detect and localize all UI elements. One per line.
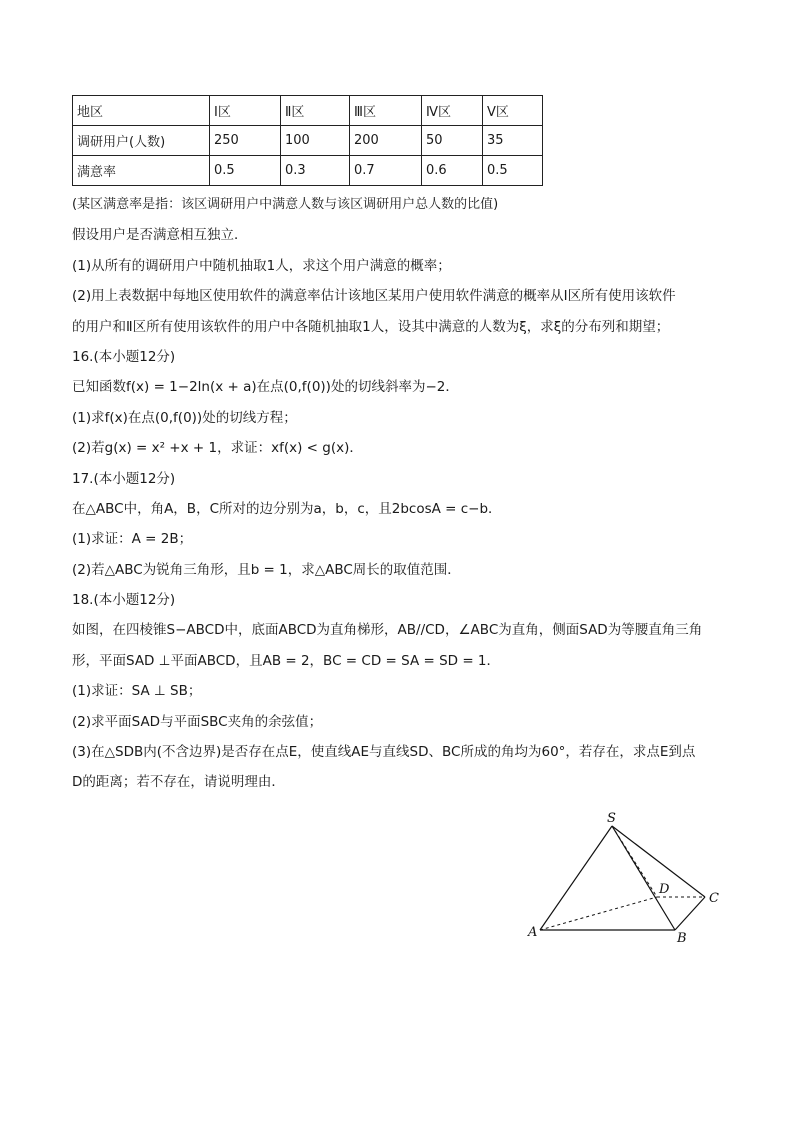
table-cell: 满意率 [73,156,210,186]
table-cell: Ⅲ区 [350,96,422,126]
edge-sd [612,826,657,897]
table-cell: 调研用户(人数) [73,126,210,156]
table-row [73,126,543,156]
text-line: (2)若g(x) = x² +x + 1，求证：xf(x) < g(x)． [72,440,363,457]
text-line: 已知函数f(x) = 1−2ln(x + a)在点(0,f(0))处的切线斜率为−2． [72,379,459,396]
table-cell: 250 [210,126,281,156]
edge-sa [540,826,612,930]
table-cell: 35 [483,126,543,156]
table-cell: 0.5 [210,156,281,186]
text-line: (2)求平面SAD与平面SBC夹角的余弦值； [72,713,323,730]
text-line: 假设用户是否满意相互独立． [72,227,248,244]
text-line: D的距离；若不存在，请说明理由． [72,774,285,791]
vertex-label-d: D [659,882,670,897]
text-line: (1)求f(x)在点(0,f(0))处的切线方程； [72,409,297,426]
text-line: (3)在△SDB内(不含边界)是否存在点E，使直线AE与直线SD、BC所成的角均为60°，若存在，求点E到点 [72,744,696,761]
table-cell: I区 [210,96,281,126]
edge-ad [540,897,657,930]
text-line: (1)求证：SA ⊥ SB； [72,683,202,700]
question-heading: 17.(本小题12分) [72,470,176,487]
vertex-label-a: A [528,925,538,940]
text-line: (2)若△ABC为锐角三角形，且b = 1，求△ABC周长的取值范围． [72,561,461,578]
table-cell: Ⅱ区 [281,96,350,126]
problem-text [72,190,732,798]
table-cell: 50 [422,126,483,156]
pyramid-figure [520,808,730,948]
table-cell: 地区 [73,96,210,126]
table-cell: 0.7 [350,156,422,186]
question-heading: 18.(本小题12分) [72,592,176,609]
text-line: 形，平面SAD ⊥平面ABCD，且AB = 2，BC = CD = SA = SD = 1． [72,652,501,669]
text-line: (1)求证：A = 2B； [72,531,193,548]
text-line: (2)用上表数据中每地区使用软件的满意率估计该地区某用户使用软件满意的概率从Ⅰ区所有使用该软件 [72,288,676,305]
edge-bc [675,897,705,930]
text-line: 在△ABC中，角A，B，C所对的边分别为a，b，c，且2bcosA = c−b． [72,500,502,517]
table-row [73,156,543,186]
table-cell: 100 [281,126,350,156]
table-cell: V区 [483,96,543,126]
vertex-label-b: B [677,931,687,946]
table-note: (某区满意率是指：该区调研用户中满意人数与该区调研用户总人数的比值) [72,197,499,212]
table-cell: 0.6 [422,156,483,186]
text-line: 的用户和Ⅱ区所有使用该软件的用户中各随机抽取1人，设其中满意的人数为ξ，求ξ的分布列和期望； [72,318,670,335]
text-line: (1)从所有的调研用户中随机抽取1人，求这个用户满意的概率； [72,257,451,274]
table-header-row [73,96,543,126]
text-line: 如图，在四棱锥S−ABCD中，底面ABCD为直角梯形，AB//CD，∠ABC为直角，侧面SAD为等腰直角三角 [72,622,703,639]
survey-table [72,95,543,186]
question-heading: 16.(本小题12分) [72,348,176,365]
table-cell: 200 [350,126,422,156]
vertex-label-c: C [709,891,719,906]
table-cell: Ⅳ区 [422,96,483,126]
table-cell: 0.3 [281,156,350,186]
vertex-label-s: S [607,811,616,826]
table-cell: 0.5 [483,156,543,186]
